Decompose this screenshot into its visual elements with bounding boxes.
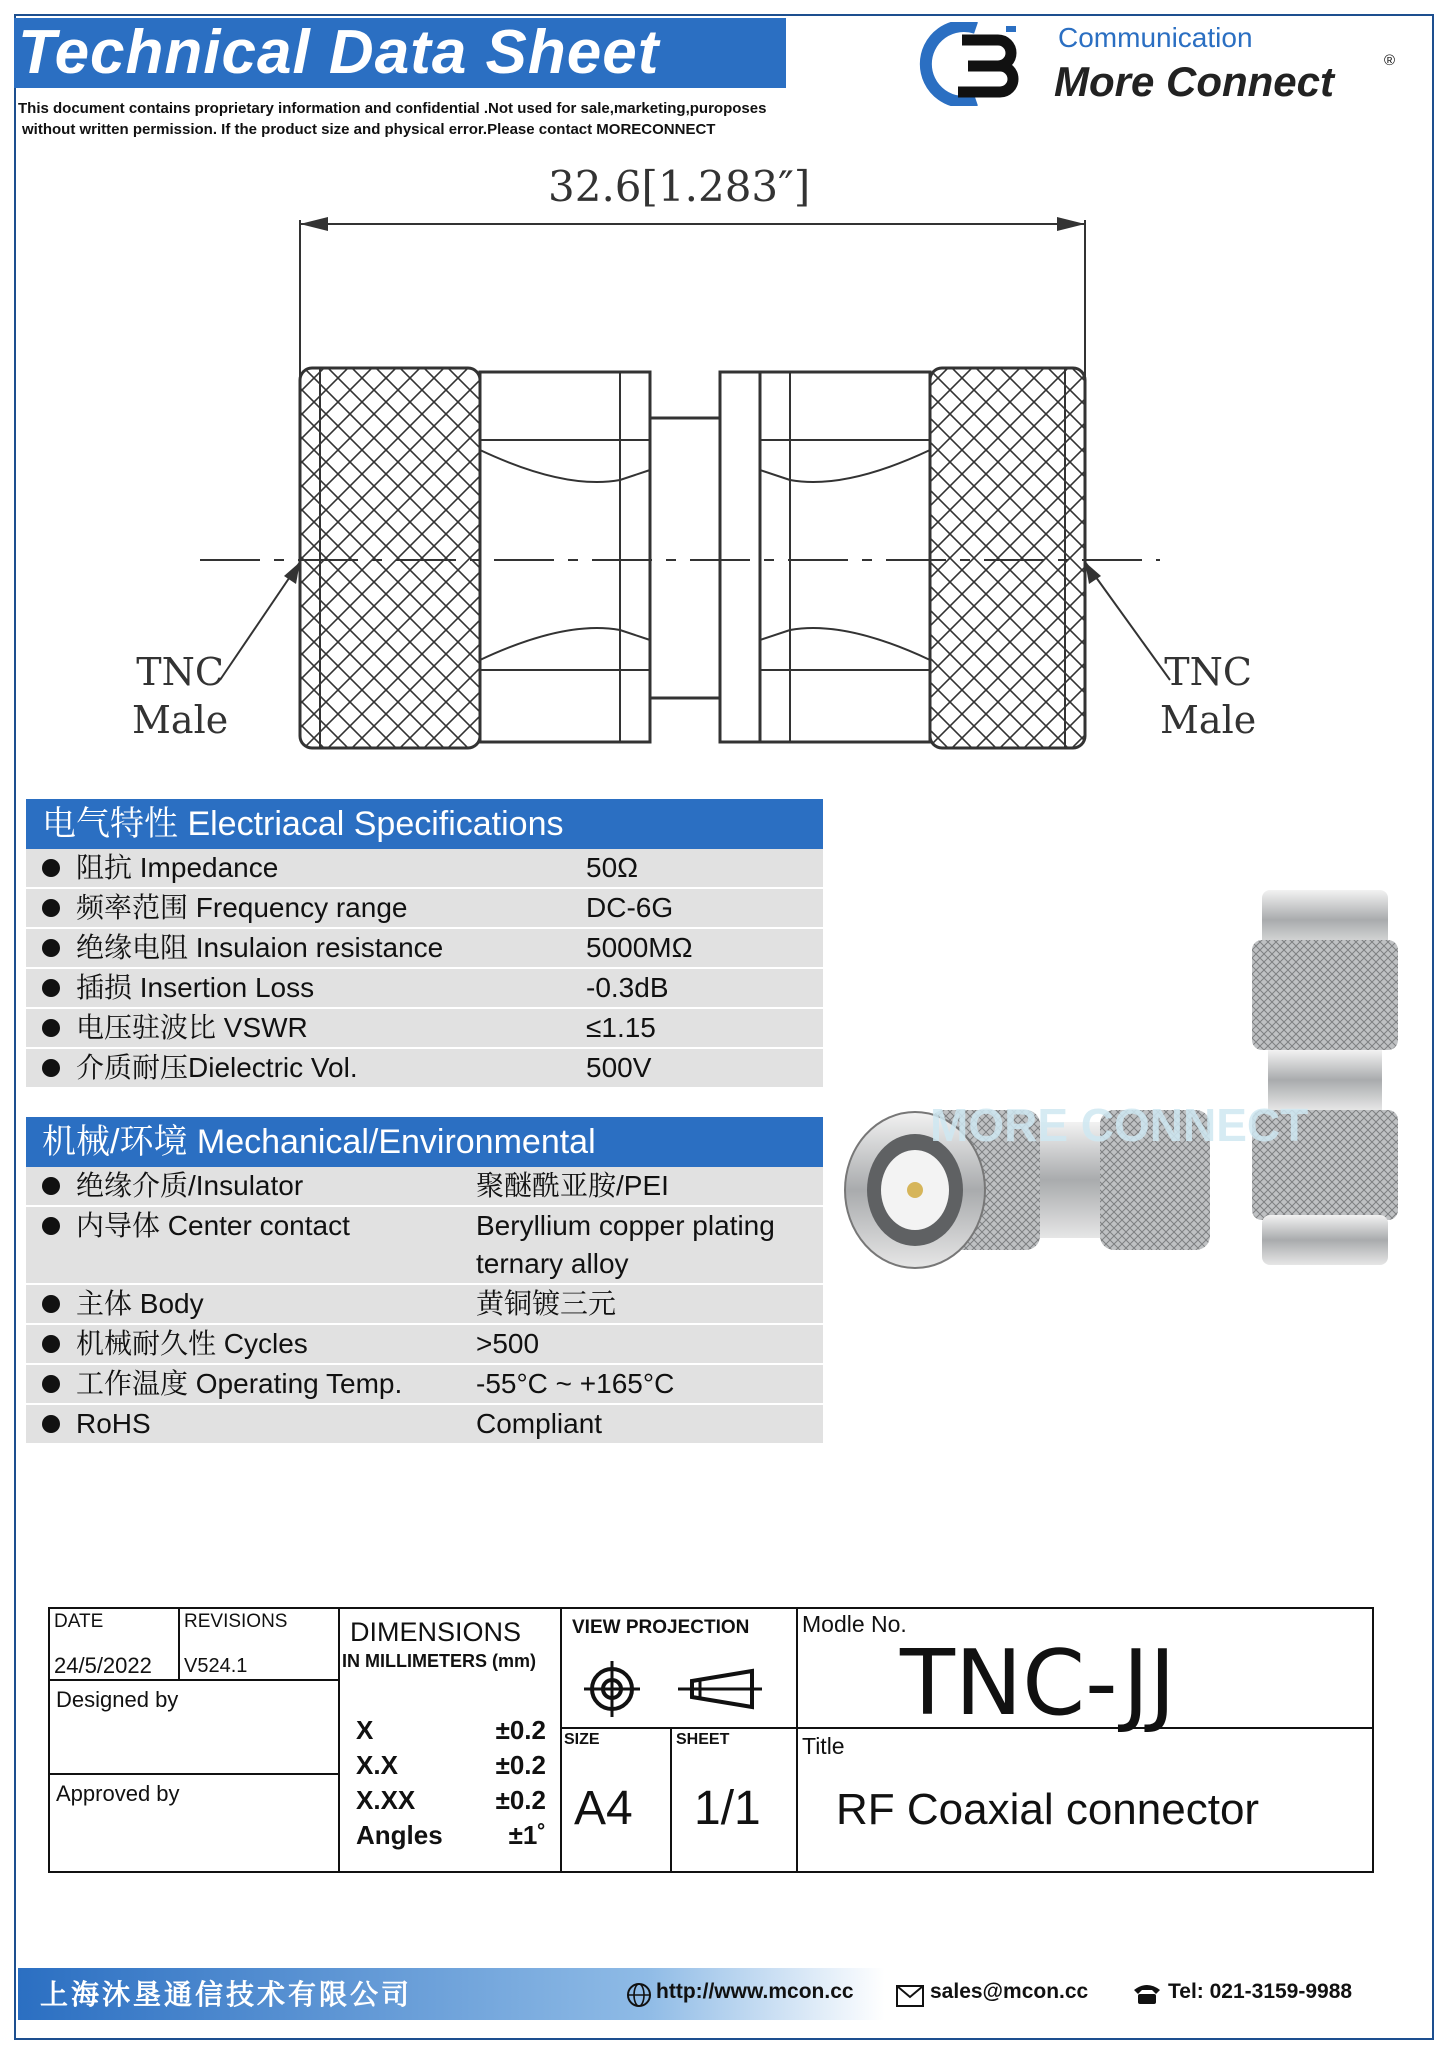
tolerance-row	[356, 1713, 546, 1748]
size-label: SIZE	[564, 1731, 600, 1748]
product-title: RF Coaxial connector	[836, 1785, 1260, 1834]
phone-number: Tel: 021-3159-9988	[1168, 1980, 1353, 2003]
website-link[interactable]: http://www.mcon.cc	[656, 1980, 854, 2003]
divider	[50, 1679, 338, 1681]
approved-by-label: Approved by	[56, 1781, 180, 1806]
spec-value: 聚醚酰亚胺/PEI	[476, 1170, 669, 1201]
bullet-icon	[42, 1335, 60, 1353]
brand-name: More Connect	[1054, 58, 1335, 105]
spec-value: >500	[476, 1328, 540, 1359]
spec-label: 频率范围 Frequency range	[76, 892, 408, 923]
left-connector-gender: Male	[132, 698, 229, 742]
bullet-icon	[42, 1177, 60, 1195]
date-label: DATE	[54, 1611, 104, 1632]
spec-label: 机械耐久性 Cycles	[76, 1328, 308, 1359]
spec-label: 插损 Insertion Loss	[76, 972, 315, 1003]
page-title: Technical Data Sheet	[18, 18, 660, 87]
spec-row	[26, 1405, 823, 1445]
tolerance-table	[356, 1713, 546, 1853]
spec-label: 主体 Body	[76, 1288, 204, 1319]
spec-row	[26, 1285, 823, 1325]
projection-symbol-icon	[582, 1655, 772, 1721]
spec-value: 50Ω	[586, 852, 639, 883]
phone-icon	[1132, 1982, 1162, 2006]
divider	[560, 1609, 562, 1871]
right-connector-gender: Male	[1160, 698, 1257, 742]
bullet-icon	[42, 1295, 60, 1313]
revisions-value: V524.1	[184, 1655, 248, 1677]
registered-mark: ®	[1384, 52, 1396, 69]
bullet-icon	[42, 979, 60, 997]
designed-by-label: Designed by	[56, 1687, 179, 1712]
company-name: 上海沐垦通信技术有限公司	[40, 1978, 413, 2011]
spec-label: 绝缘介质/Insulator	[76, 1170, 304, 1201]
bullet-icon	[42, 859, 60, 877]
date-value: 24/5/2022	[54, 1653, 152, 1678]
divider	[796, 1609, 798, 1871]
spec-value: -55°C ~ +165°C	[476, 1368, 675, 1399]
bullet-icon	[42, 1217, 60, 1235]
spec-label: RoHS	[76, 1408, 151, 1439]
tolerance-row	[356, 1818, 546, 1853]
brand-logo-icon	[914, 22, 1024, 106]
bullet-icon	[42, 899, 60, 917]
spec-row	[26, 929, 823, 969]
spec-label: 电压驻波比 VSWR	[76, 1012, 308, 1043]
dimensions-label: DIMENSIONS	[350, 1617, 522, 1647]
spec-value	[476, 1207, 775, 1283]
tolerance-key: X.XX	[356, 1785, 416, 1815]
mechanical-specifications	[26, 1117, 823, 1445]
divider	[178, 1609, 180, 1679]
spec-row	[26, 889, 823, 929]
spec-value: 黄铜镀三元	[476, 1288, 617, 1319]
email-link[interactable]: sales@mcon.cc	[930, 1980, 1089, 2003]
spec-value: Compliant	[476, 1408, 603, 1439]
connector-drawing	[110, 150, 1270, 770]
spec-label: 内导体 Center contact	[76, 1210, 350, 1241]
spec-row	[26, 1009, 823, 1049]
dimensions-unit: IN MILLIMETERS (mm)	[342, 1651, 536, 1671]
electrical-heading: 电气特性 Electriacal Specifications	[26, 799, 823, 849]
globe-icon	[626, 1982, 652, 2008]
tolerance-key: X	[356, 1715, 374, 1745]
divider	[560, 1727, 796, 1729]
spec-value-line-2: ternary alloy	[476, 1248, 629, 1279]
sheet-value: 1/1	[694, 1782, 761, 1835]
spec-label: 工作温度 Operating Temp.	[76, 1368, 403, 1399]
electrical-specifications	[26, 799, 823, 1089]
spec-row	[26, 1325, 823, 1365]
bullet-icon	[42, 939, 60, 957]
bullet-icon	[42, 1415, 60, 1433]
spec-value: 500V	[586, 1052, 652, 1083]
divider	[50, 1773, 338, 1775]
connector-photo-vertical	[1240, 890, 1410, 1270]
tolerance-key: Angles	[356, 1820, 443, 1850]
tolerance-row	[356, 1748, 546, 1783]
spec-label: 介质耐压Dielectric Vol.	[76, 1052, 358, 1083]
spec-value: DC-6G	[586, 892, 674, 923]
right-connector-label	[1160, 648, 1256, 744]
spec-row	[26, 969, 823, 1009]
bullet-icon	[42, 1059, 60, 1077]
spec-row	[26, 1167, 823, 1207]
title-label: Title	[802, 1733, 845, 1759]
spec-row	[26, 1049, 823, 1089]
size-value: A4	[574, 1782, 633, 1835]
spec-row	[26, 1207, 823, 1285]
notice-line-1: This document contains proprietary information and confidential .Not used for sale,marketing,puroposes	[18, 100, 767, 117]
mail-icon	[896, 1985, 924, 2007]
title-block	[48, 1607, 1374, 1873]
sheet-label: SHEET	[676, 1731, 730, 1748]
tolerance-value: ±0.2	[495, 1785, 546, 1815]
spec-row	[26, 1365, 823, 1405]
tolerance-key: X.X	[356, 1750, 398, 1780]
model-label: Modle No.	[802, 1611, 907, 1637]
view-projection-label: VIEW PROJECTION	[572, 1617, 750, 1638]
watermark: MORE CONNECT	[930, 1099, 1309, 1151]
bullet-icon	[42, 1375, 60, 1393]
overall-length-dimension: 32.6[1.283″]	[548, 162, 811, 211]
tolerance-value: ±0.2	[495, 1715, 546, 1745]
left-connector-type: TNC	[136, 650, 224, 694]
spec-value: 5000MΩ	[586, 932, 693, 963]
tolerance-row	[356, 1783, 546, 1818]
notice-line-2: without written permission. If the product size and physical error.Please contact MORECONNECT	[22, 121, 716, 138]
left-connector-label	[132, 648, 228, 744]
right-connector-type: TNC	[1164, 650, 1252, 694]
tolerance-value: ±0.2	[495, 1750, 546, 1780]
mechanical-heading: 机械/环境 Mechanical/Environmental	[26, 1117, 823, 1167]
spec-label: 绝缘电阻 Insulaion resistance	[76, 932, 444, 963]
spec-label: 阻抗 Impedance	[76, 852, 279, 883]
bullet-icon	[42, 1019, 60, 1037]
model-number: TNC-JJ	[900, 1631, 1176, 1736]
divider	[670, 1727, 672, 1871]
divider	[338, 1609, 340, 1871]
tolerance-value: ±1˚	[508, 1820, 546, 1850]
spec-value: -0.3dB	[586, 972, 669, 1003]
revisions-label: REVISIONS	[184, 1611, 288, 1632]
spec-row	[26, 849, 823, 889]
confidential-notice	[18, 98, 808, 140]
brand-tagline: Communication	[1058, 22, 1253, 53]
spec-value-line-1: Beryllium copper plating	[476, 1210, 775, 1241]
spec-value: ≤1.15	[586, 1012, 656, 1043]
